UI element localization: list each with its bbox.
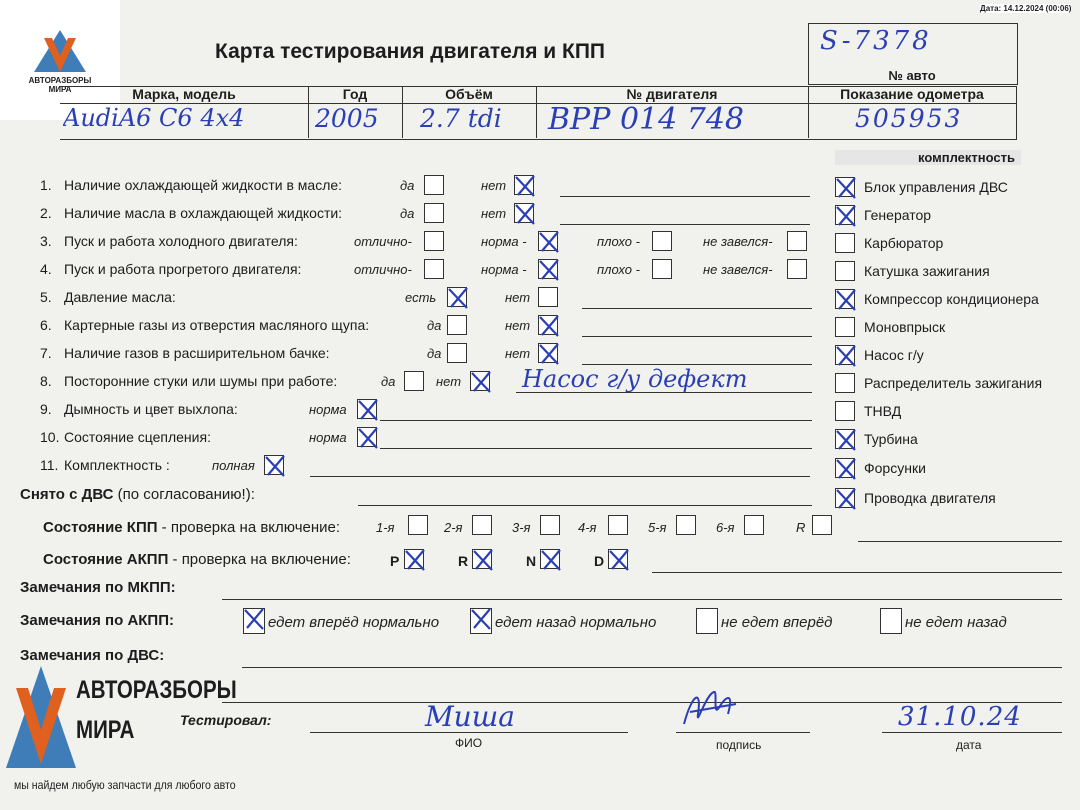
stamp-date: Дата: 14.12.2024 (00:06)	[980, 4, 1072, 13]
kpp-gear-2-checkbox[interactable]	[472, 515, 492, 535]
logo-mark-icon	[6, 666, 76, 770]
item-2-option-1-checkbox[interactable]	[424, 203, 444, 223]
item-8-option-2-checkbox[interactable]	[470, 371, 490, 391]
item-3-option-3-checkbox[interactable]	[652, 231, 672, 251]
item-7-number: 7.	[40, 345, 52, 361]
kit-item-11-label: Форсунки	[864, 460, 926, 476]
removed-label-b: (по согласованию!):	[113, 486, 255, 503]
item-6-option-2-checkbox[interactable]	[538, 315, 558, 335]
kit-item-8-checkbox[interactable]	[835, 373, 855, 393]
kit-item-3-label: Карбюратор	[864, 235, 944, 251]
item-4-number: 4.	[40, 261, 52, 277]
bottom-logo-tagline: мы найдем любую запчасти для любого авто	[14, 778, 236, 792]
kit-item-12-label: Проводка двигателя	[864, 490, 996, 506]
item-4-option-1-label: отлично-	[354, 262, 412, 277]
item-11-label: Комплектность :	[64, 457, 170, 473]
akpp-mode-p-label: P	[390, 553, 400, 569]
item-10-option-1-label: норма	[309, 430, 347, 445]
item-6-option-2-label: нет	[505, 318, 531, 333]
kpp-gear-5-checkbox[interactable]	[676, 515, 696, 535]
item-2-label: Наличие масла в охлаждающей жидкости:	[64, 205, 343, 221]
header-year: Год	[342, 86, 368, 102]
akpp-label-b: - проверка на включение:	[168, 551, 351, 568]
odometer-value: 505953	[855, 104, 963, 133]
kit-item-5-checkbox[interactable]	[835, 289, 855, 309]
item-5-number: 5.	[40, 289, 52, 305]
kpp-gear-2-label: 2-я	[444, 520, 463, 535]
car-number-value: S-7378	[820, 26, 932, 56]
item-11-number: 11.	[40, 457, 59, 473]
akpp-mode-p-checkbox[interactable]	[404, 549, 424, 569]
item-4-option-3-checkbox[interactable]	[652, 259, 672, 279]
remarks-dvs: Замечания по ДВС:	[20, 647, 165, 664]
top-logo-line2: МИРА	[48, 85, 72, 94]
kit-item-9-checkbox[interactable]	[835, 401, 855, 421]
kpp-gear-3-label: 3-я	[512, 520, 531, 535]
tested-by-label: Тестировал:	[180, 712, 272, 728]
kit-item-3-checkbox[interactable]	[835, 233, 855, 253]
page-title: Карта тестирования двигателя и КПП	[215, 40, 606, 63]
akpp-mode-d-checkbox[interactable]	[608, 549, 628, 569]
date-caption: дата	[956, 738, 982, 752]
akpp-mode-n-checkbox[interactable]	[540, 549, 560, 569]
item-3-option-3-label: плохо -	[597, 234, 640, 249]
kit-item-2-checkbox[interactable]	[835, 205, 855, 225]
year-value: 2005	[315, 104, 379, 133]
item-5-label: Давление масла:	[64, 289, 176, 305]
item-8-label: Посторонние стуки или шумы при работе:	[64, 373, 338, 389]
fio-caption: ФИО	[455, 736, 483, 750]
signature-caption: подпись	[716, 738, 762, 752]
engine-no-value: BPP 014 748	[548, 102, 745, 137]
item-8-option-1-checkbox[interactable]	[404, 371, 424, 391]
kpp-gear-1-label: 1-я	[376, 520, 395, 535]
header-make: Марка, модель	[132, 86, 236, 102]
item-8-handwritten-note: Насос г/у дефект	[522, 365, 748, 393]
kpp-gear-7-label: R	[796, 520, 806, 535]
item-3-option-4-checkbox[interactable]	[787, 231, 807, 251]
item-9-option-1-label: норма	[309, 402, 347, 417]
akpp-remark-option-2-checkbox[interactable]	[470, 608, 492, 634]
item-2-option-2-checkbox[interactable]	[514, 203, 534, 223]
kit-item-10-checkbox[interactable]	[835, 429, 855, 449]
item-2-number: 2.	[40, 205, 52, 221]
item-10-option-1-checkbox[interactable]	[357, 427, 377, 447]
item-6-label: Картерные газы из отверстия масляного щупа:	[64, 317, 370, 333]
kit-title: комплектность	[835, 150, 1021, 165]
item-6-option-1-checkbox[interactable]	[447, 315, 467, 335]
akpp-remark-option-3-checkbox[interactable]	[696, 608, 718, 634]
akpp-label-a: Состояние АКПП	[43, 551, 169, 568]
item-3-number: 3.	[40, 233, 52, 249]
kpp-gear-4-label: 4-я	[578, 520, 597, 535]
kit-item-6-label: Моновпрыск	[864, 319, 946, 335]
akpp-label	[43, 551, 351, 568]
bottom-logo-line2: МИРА	[76, 716, 135, 744]
item-4-option-1-checkbox[interactable]	[424, 259, 444, 279]
kpp-gear-7-checkbox[interactable]	[812, 515, 832, 535]
akpp-remark-option-4-label: не едет назад	[905, 614, 1007, 631]
top-logo-line1: АВТОРАЗБОРЫ	[28, 76, 92, 85]
kit-item-4-label: Катушка зажигания	[864, 263, 990, 279]
akpp-remark-option-4-checkbox[interactable]	[880, 608, 902, 634]
kit-item-11-checkbox[interactable]	[835, 458, 855, 478]
item-7-label: Наличие газов в расширительном бачке:	[64, 345, 330, 361]
item-10-number: 10.	[40, 429, 60, 445]
signature-image	[676, 684, 746, 734]
kpp-gear-4-checkbox[interactable]	[608, 515, 628, 535]
item-8-option-2-label: нет	[436, 374, 462, 389]
item-8-option-1-label: да	[381, 374, 396, 389]
fio-value: Миша	[425, 700, 515, 733]
akpp-mode-r-label: R	[458, 553, 469, 569]
item-3-option-1-label: отлично-	[354, 234, 412, 249]
kit-item-6-checkbox[interactable]	[835, 317, 855, 337]
item-9-label: Дымность и цвет выхлопа:	[64, 401, 238, 417]
item-11-option-1-checkbox[interactable]	[264, 455, 284, 475]
item-1-number: 1.	[40, 177, 52, 193]
item-4-label: Пуск и работа прогретого двигателя:	[64, 261, 302, 277]
removed-label-a: Снято с ДВС	[20, 486, 114, 503]
akpp-mode-n-label: N	[526, 553, 537, 569]
item-1-option-1-checkbox[interactable]	[424, 175, 444, 195]
kpp-gear-1-checkbox[interactable]	[408, 515, 428, 535]
kit-item-8-label: Распределитель зажигания	[864, 375, 1043, 391]
volume-value: 2.7 tdi	[420, 104, 502, 133]
item-4-option-4-checkbox[interactable]	[787, 259, 807, 279]
car-number-label: № авто	[888, 68, 936, 83]
item-9-number: 9.	[40, 401, 52, 417]
kit-item-5-label: Компрессор кондиционера	[864, 291, 1039, 307]
kpp-gear-6-label: 6-я	[716, 520, 735, 535]
item-1-option-1-label: да	[400, 178, 415, 193]
item-7-option-2-checkbox[interactable]	[538, 343, 558, 363]
kit-item-1-label: Блок управления ДВС	[864, 179, 1008, 195]
kpp-label-b: - проверка на включение:	[157, 519, 341, 536]
remarks-akpp: Замечания по АКПП:	[20, 612, 174, 629]
item-5-option-2-checkbox[interactable]	[538, 287, 558, 307]
kpp-gear-5-label: 5-я	[648, 520, 667, 535]
item-3-option-4-label: не завелся-	[703, 234, 773, 249]
item-8-number: 8.	[40, 373, 52, 389]
item-3-label: Пуск и работа холодного двигателя:	[64, 233, 298, 249]
item-3-option-2-label: норма -	[481, 234, 527, 249]
akpp-remark-option-1-checkbox[interactable]	[243, 608, 265, 634]
item-4-option-2-checkbox[interactable]	[538, 259, 558, 279]
item-5-option-2-label: нет	[505, 290, 531, 305]
akpp-mode-d-label: D	[594, 553, 605, 569]
item-6-option-1-label: да	[427, 318, 442, 333]
date-value: 31.10.24	[898, 702, 1022, 732]
kit-item-7-checkbox[interactable]	[835, 345, 855, 365]
akpp-mode-r-checkbox[interactable]	[472, 549, 492, 569]
remarks-mkpp: Замечания по МКПП:	[20, 579, 176, 596]
item-5-option-1-label: есть	[405, 290, 437, 305]
kit-item-4-checkbox[interactable]	[835, 261, 855, 281]
item-5-option-1-checkbox[interactable]	[447, 287, 467, 307]
header-odometer: Показание одометра	[840, 86, 984, 102]
item-2-option-1-label: да	[400, 206, 415, 221]
akpp-remark-option-1-label: едет вперёд нормально	[268, 614, 440, 631]
kit-item-2-label: Генератор	[864, 207, 932, 223]
akpp-remark-option-2-label: едет назад нормально	[495, 614, 657, 631]
kit-item-1-checkbox[interactable]	[835, 177, 855, 197]
kpp-gear-3-checkbox[interactable]	[540, 515, 560, 535]
item-7-option-1-checkbox[interactable]	[447, 343, 467, 363]
item-2-option-2-label: нет	[481, 206, 507, 221]
kpp-label-a: Состояние КПП	[43, 519, 158, 536]
bottom-logo-line1: АВТОРАЗБОРЫ	[76, 676, 237, 704]
item-7-option-2-label: нет	[505, 346, 531, 361]
kpp-gear-6-checkbox[interactable]	[744, 515, 764, 535]
kit-item-12-checkbox[interactable]	[835, 488, 855, 508]
header-volume: Объём	[445, 86, 493, 102]
item-4-option-4-label: не завелся-	[703, 262, 773, 277]
item-1-option-2-label: нет	[481, 178, 507, 193]
item-6-number: 6.	[40, 317, 52, 333]
item-11-option-1-label: полная	[212, 458, 255, 473]
item-10-label: Состояние сцепления:	[64, 429, 211, 445]
logo-mark-icon	[32, 28, 88, 74]
removed-label	[20, 486, 255, 503]
akpp-remark-option-3-label: не едет вперёд	[721, 614, 833, 631]
item-4-option-2-label: норма -	[481, 262, 527, 277]
kpp-label	[43, 519, 340, 536]
header-engine-no: № двигателя	[626, 86, 718, 102]
item-7-option-1-label: да	[427, 346, 442, 361]
kit-item-7-label: Насос г/у	[864, 347, 924, 363]
item-4-option-3-label: плохо -	[597, 262, 640, 277]
item-9-option-1-checkbox[interactable]	[357, 399, 377, 419]
kit-item-10-label: Турбина	[864, 431, 918, 447]
item-1-option-2-checkbox[interactable]	[514, 175, 534, 195]
make-value: AudiA6 C6 4x4	[63, 104, 245, 132]
item-1-label: Наличие охлаждающей жидкости в масле:	[64, 177, 343, 193]
item-3-option-2-checkbox[interactable]	[538, 231, 558, 251]
item-3-option-1-checkbox[interactable]	[424, 231, 444, 251]
kit-item-9-label: ТНВД	[864, 403, 902, 419]
